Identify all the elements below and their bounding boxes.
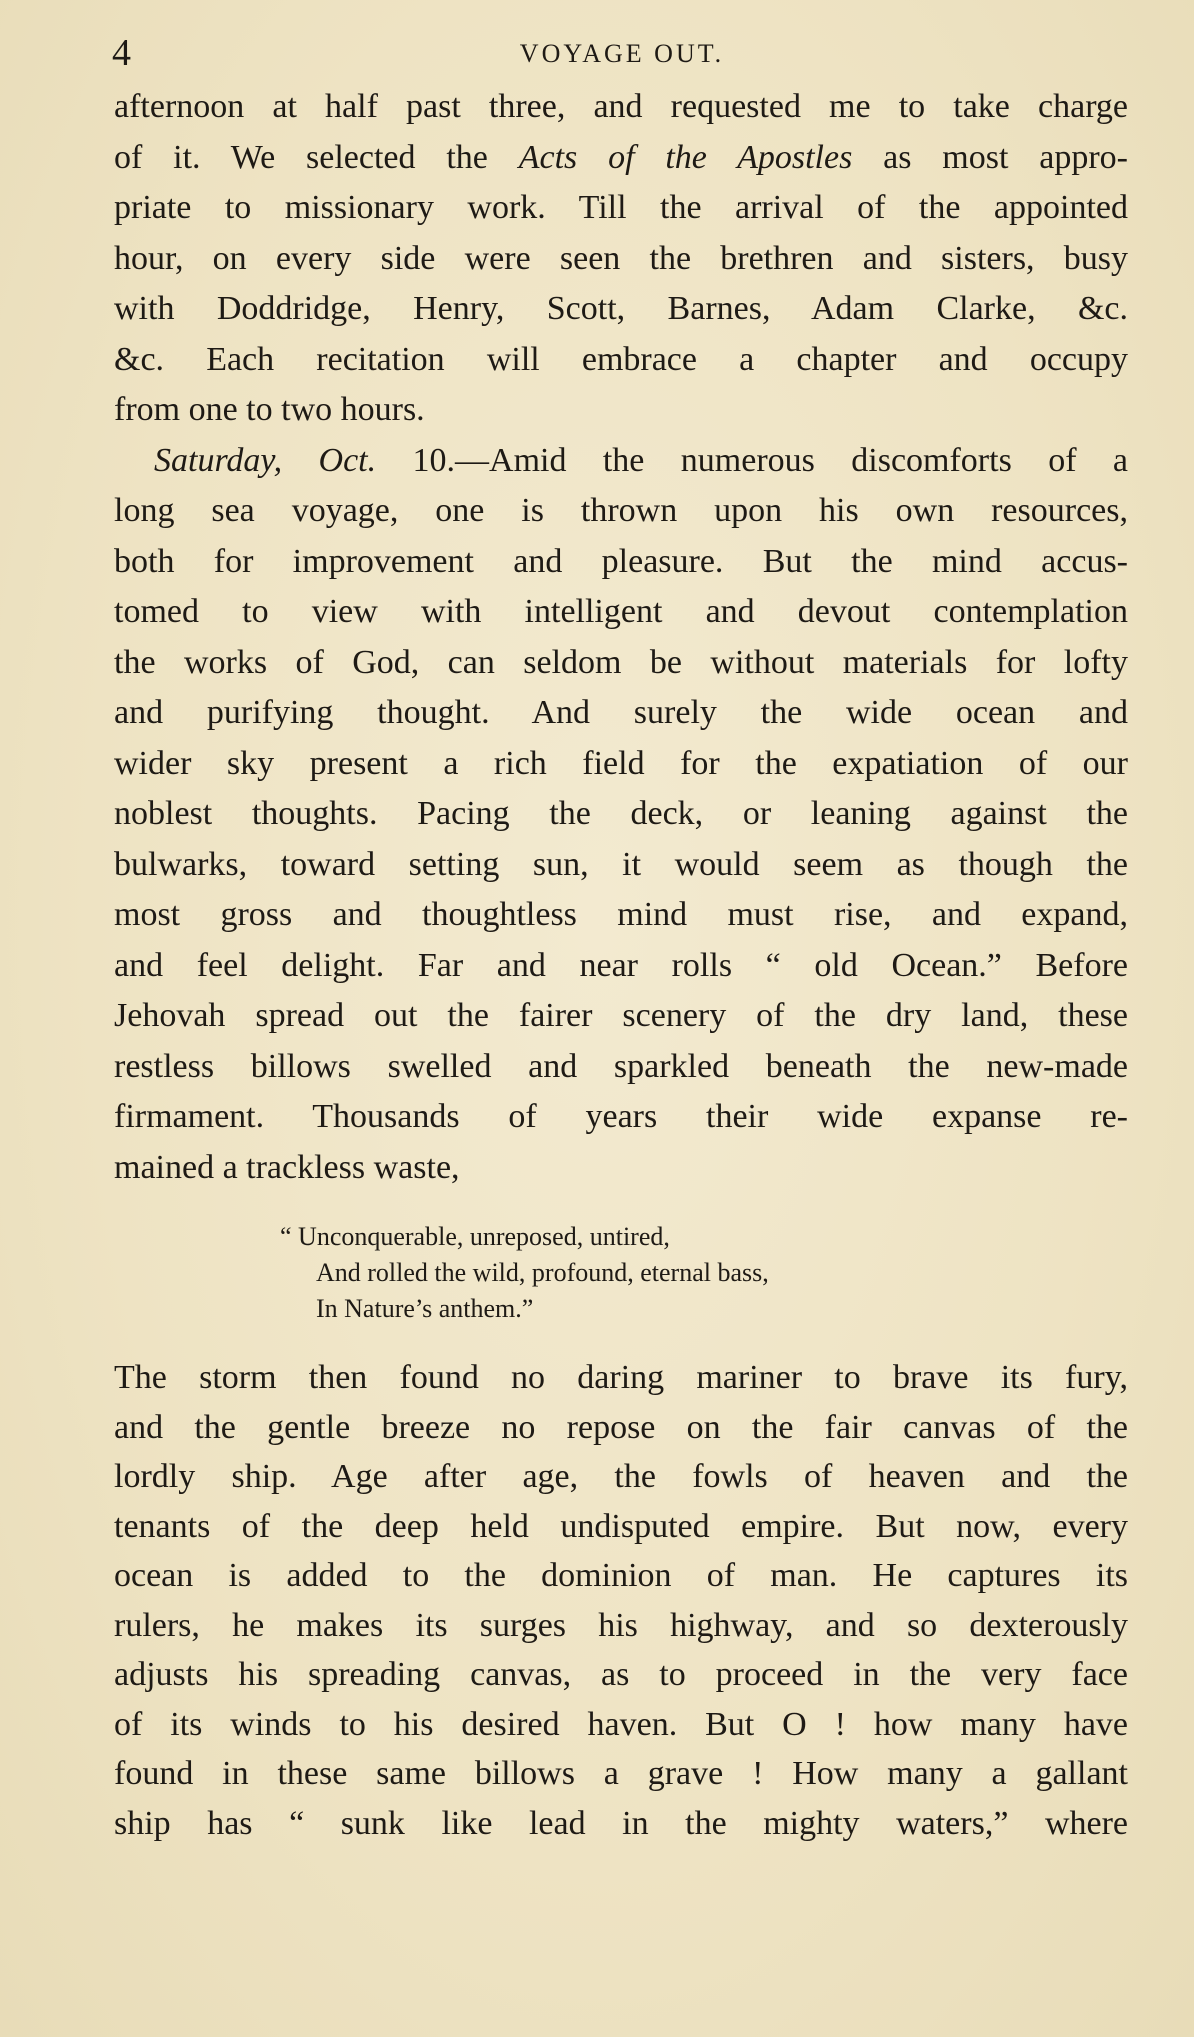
text-line (114, 436, 1128, 487)
text-line: and feel delight. Far and near rolls “ old Ocean.” Before (114, 946, 1128, 984)
text-line: wider sky present a rich field for the expatiation of our (114, 744, 1128, 782)
text-line: both for improvement and pleasure. But the mind accus- (114, 542, 1128, 580)
text-line: mained a trackless waste, (114, 1148, 460, 1186)
text-segment: 10.—Amid the numerous discomforts of a (376, 441, 1128, 479)
text-line: tomed to view with intelligent and devout contemplation (114, 593, 1128, 630)
text-segment: of it. We selected the (114, 138, 519, 176)
book-title: Acts of the Apostles (518, 138, 853, 176)
text-line (114, 133, 1128, 184)
text-line: and the gentle breeze no repose on the fair canvas of the (114, 1408, 1128, 1446)
text-line: and purifying thought. And surely the wide ocean and (114, 694, 1128, 731)
text-line: afternoon at half past three, and requested me to take charge (114, 88, 1128, 125)
text-line: from one to two hours. (114, 391, 425, 428)
text-line: The storm then found no daring mariner to brave its fury, (114, 1359, 1128, 1396)
text-segment: as most appro- (852, 138, 1128, 176)
quote-line: “ Unconquerable, unreposed, untired, (280, 1222, 670, 1251)
text-line: Jehovah spread out the fairer scenery of the dry land, these (114, 997, 1128, 1034)
text-line: the works of God, can seldom be without materials for lofty (114, 643, 1128, 681)
text-line: ocean is added to the dominion of man. He captures its (114, 1557, 1128, 1594)
text-line: &c. Each recitation will embrace a chapter and occupy (114, 340, 1128, 378)
text-line: bulwarks, toward setting sun, it would seem as though the (114, 845, 1128, 883)
text-line: tenants of the deep held undisputed empire. But now, every (114, 1507, 1128, 1545)
quote-line: And rolled the wild, profound, eternal bass, (316, 1258, 769, 1287)
text-line: restless billows swelled and sparkled beneath the new-made (114, 1047, 1128, 1085)
text-line: found in these same billows a grave ! How many a gallant (114, 1755, 1128, 1792)
text-line: most gross and thoughtless mind must rise, and expand, (114, 896, 1128, 933)
text-line: ship has “ sunk like lead in the mighty waters,” where (114, 1804, 1128, 1842)
text-line: long sea voyage, one is thrown upon his own resources, (114, 492, 1128, 529)
text-line: with Doddridge, Henry, Scott, Barnes, Adam Clarke, &c. (114, 290, 1128, 327)
text-line: rulers, he makes its surges his highway, and so dexterously (114, 1606, 1128, 1644)
paragraph-2 (114, 436, 1128, 1194)
date-heading: Saturday, Oct. (154, 441, 377, 479)
paragraph-1 (114, 82, 1128, 436)
text-line: firmament. Thousands of years their wide expanse re- (114, 1098, 1128, 1135)
text-line: noblest thoughts. Pacing the deck, or leaning against the (114, 795, 1128, 832)
page-number: 4 (112, 32, 131, 74)
text-line: hour, on every side were seen the brethren and sisters, busy (114, 239, 1128, 277)
running-head: VOYAGE OUT. (519, 39, 725, 68)
body-text (114, 82, 1128, 1848)
block-quote (280, 1219, 1128, 1327)
quote-line: In Nature’s anthem.” (316, 1294, 534, 1323)
text-line: of its winds to his desired haven. But O ! how many have (114, 1705, 1128, 1743)
text-line: adjusts his spreading canvas, as to proceed in the very face (114, 1656, 1128, 1693)
page-header (112, 28, 1132, 78)
text-line: lordly ship. Age after age, the fowls of heaven and the (114, 1458, 1128, 1495)
paragraph-3 (114, 1353, 1128, 1848)
text-line: priate to missionary work. Till the arrival of the appointed (114, 189, 1128, 226)
